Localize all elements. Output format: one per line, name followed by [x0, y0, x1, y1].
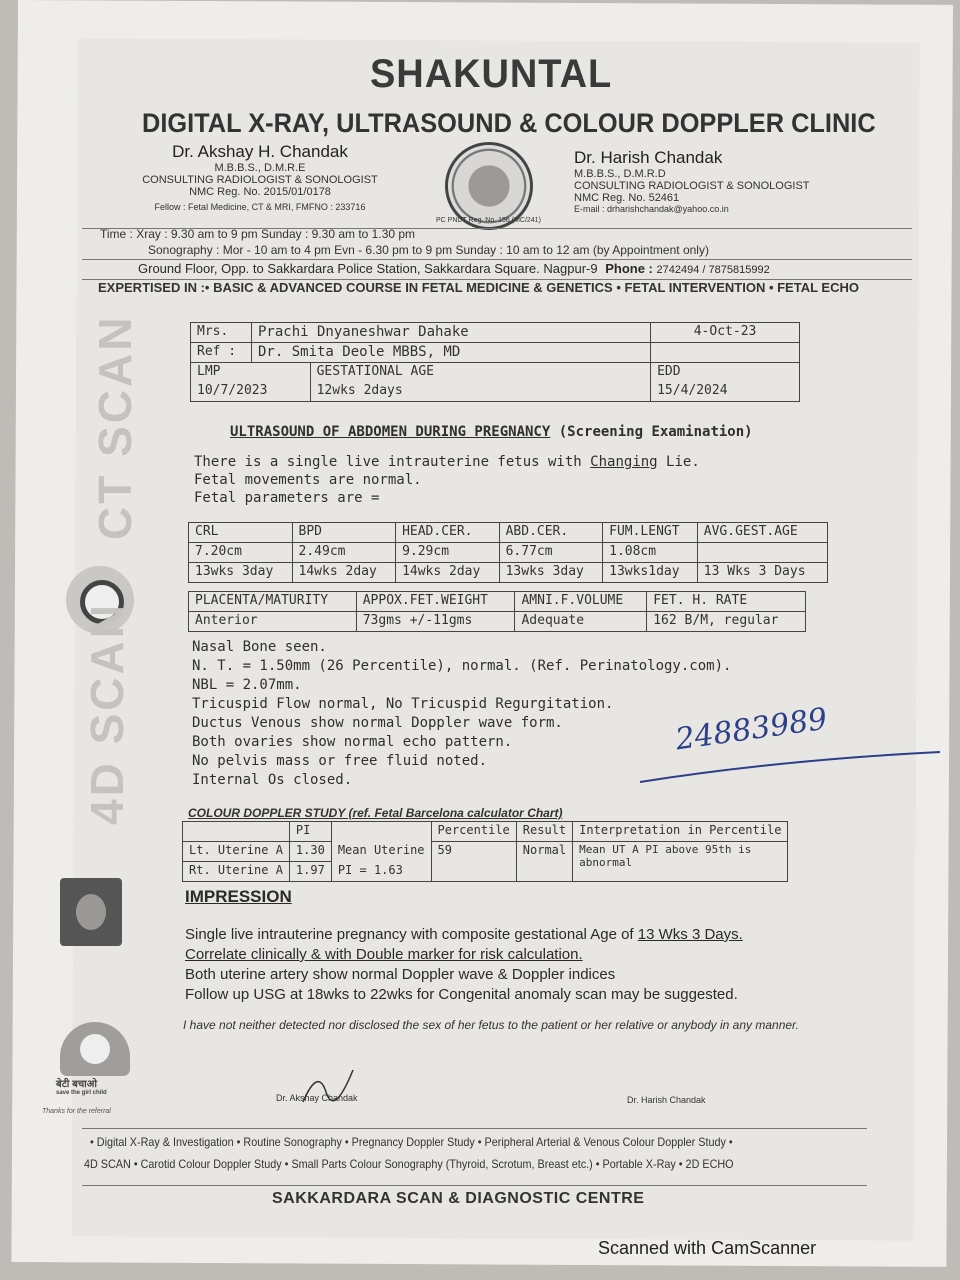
report-title-suffix: (Screening Examination) [558, 424, 753, 440]
signature-left: Dr. Akshay Chandak [276, 1093, 358, 1103]
biometry-headers-cell: HEAD.CER. [396, 523, 500, 543]
doctor-left-reg: NMC Reg. No. 2015/01/0178 [189, 186, 331, 198]
timing-divider [82, 259, 912, 260]
report-date: 4-Oct-23 [651, 323, 800, 343]
report-title-line [230, 424, 753, 440]
side-4d-baby-image [60, 878, 122, 946]
intro-line-2: Fetal movements are normal. [194, 472, 422, 488]
doppler-percentile-header: Percentile [431, 822, 516, 842]
doctor-right-name: Dr. Harish Chandak [574, 148, 723, 167]
finding-line: N. T. = 1.50mm (26 Percentile), normal. (Ref. Perinatology.com). [192, 658, 732, 674]
placenta-headers-cell: APPOX.FET.WEIGHT [356, 592, 515, 612]
doppler-interp: Mean UT A PI above 95th is abnormal [573, 842, 788, 882]
address: Ground Floor, Opp. to Sakkardara Police Station, Sakkardara Square. Nagpur-9 [138, 261, 598, 276]
biometry-values-cell: 7.20cm [189, 543, 293, 563]
signature-right: Dr. Harish Chandak [627, 1095, 706, 1105]
ga-label: GESTATIONAL AGE [310, 363, 650, 383]
placenta-values-cell: 162 B/M, regular [647, 612, 806, 632]
doctor-right-role: CONSULTING RADIOLOGIST & SONOLOGIST [574, 180, 810, 192]
lmp-value: 10/7/2023 [191, 382, 311, 402]
biometry-ages-cell: 13 Wks 3 Days [697, 563, 827, 583]
xray-timing: Time : Xray : 9.30 am to 9 pm Sunday : 9.30 am to 1.30 pm [100, 227, 416, 241]
intro-lie-type: Changing [590, 454, 658, 470]
disclaimer: I have not neither detected nor disclosed the sex of her fetus to the patient or her relative or anybody in any manner. [183, 1018, 799, 1032]
placenta-values-cell: 73gms +/-11gms [356, 612, 515, 632]
finding-line: Nasal Bone seen. [192, 639, 327, 655]
clinic-name: SHAKUNTAL [370, 52, 613, 96]
doctor-right-email: E-mail : drharishchandak@yahoo.co.in [574, 204, 729, 214]
biometry-headers-cell: BPD [292, 523, 396, 543]
biometry-headers-cell: AVG.GEST.AGE [697, 523, 827, 543]
biometry-headers-cell: CRL [189, 523, 293, 543]
placenta-headers-cell: PLACENTA/MATURITY [189, 592, 357, 612]
phone-number: 2742494 / 7875815992 [656, 264, 770, 276]
ref-empty-cell [651, 343, 800, 363]
biometry-ages-cell: 13wks 3day [499, 563, 603, 583]
impression-line-1-text: Single live intrauterine pregnancy with composite gestational Age of [185, 926, 634, 943]
address-line [138, 261, 770, 276]
impression-ga: 13 Wks 3 Days. [637, 926, 743, 943]
impression-heading: IMPRESSION [185, 887, 292, 906]
doppler-mean-pi: PI = 1.63 [331, 862, 431, 882]
placenta-values-cell: Adequate [515, 612, 647, 632]
handwritten-number: 24883989 [673, 701, 830, 758]
patient-name: Prachi Dnyaneshwar Dahake [252, 323, 651, 343]
doppler-interp-header: Interpretation in Percentile [573, 822, 788, 842]
placenta-headers-cell: AMNI.F.VOLUME [515, 592, 647, 612]
finding-line: Both ovaries show normal echo pattern. [192, 734, 513, 750]
doctor-left-block [120, 142, 400, 212]
doppler-row2-pi: 1.97 [289, 862, 331, 882]
doppler-mean-label: Mean Uterine [331, 842, 431, 862]
camscanner-watermark: Scanned with CamScanner [598, 1238, 817, 1258]
biometry-headers-cell: ABD.CER. [499, 523, 603, 543]
patient-prefix: Mrs. [191, 323, 252, 343]
doppler-blank-header [183, 822, 290, 842]
biometry-headers-cell: FUM.LENGT [603, 523, 698, 543]
biometry-values-cell: 1.08cm [603, 543, 698, 563]
ref-label: Ref : [191, 343, 252, 363]
edd-label: EDD [651, 363, 800, 383]
intro-line-3: Fetal parameters are = [194, 490, 380, 506]
finding-line: NBL = 2.07mm. [192, 677, 302, 693]
intro-text: There is a single live intrauterine fetus with [194, 454, 582, 470]
impression-line-1 [185, 926, 743, 943]
doctor-left-degree: M.B.B.S., D.M.R.E [214, 162, 306, 174]
side-4d-scan: 4D SCAN [81, 602, 133, 825]
handwritten-underline [630, 740, 950, 790]
doppler-result-header: Result [516, 822, 572, 842]
services-line-1: • Digital X-Ray & Investigation • Routine Sonography • Pregnancy Doppler Study • Peripheral Arterial & Venous Colour Doppler Study • [90, 1135, 733, 1149]
impression-line-3: Both uterine artery show normal Doppler wave & Doppler indices [185, 966, 616, 983]
centre-name: SAKKARDARA SCAN & DIAGNOSTIC CENTRE [272, 1190, 645, 1207]
ga-value: 12wks 2days [310, 382, 650, 402]
doppler-result: Normal [516, 842, 572, 882]
doctor-right-block [574, 148, 874, 214]
placenta-headers-cell: FET. H. RATE [647, 592, 806, 612]
finding-line: Internal Os closed. [192, 772, 353, 788]
biometry-ages-cell: 14wks 2day [292, 563, 396, 583]
doppler-mean-blank [331, 822, 431, 842]
placenta-values-cell: Anterior [189, 612, 357, 632]
placenta-table [188, 591, 806, 632]
doppler-row1-label: Lt. Uterine A [183, 842, 290, 862]
impression-line-4: Follow up USG at 18wks to 22wks for Congenital anomaly scan may be suggested. [185, 986, 738, 1003]
biometry-ages-cell: 14wks 2day [396, 563, 500, 583]
biometry-table [188, 522, 828, 583]
intro-line-1 [194, 454, 700, 470]
finding-line: No pelvis mass or free fluid noted. [192, 753, 488, 769]
save-girl-child-text: save the girl child [56, 1090, 107, 1096]
biometry-ages-cell: 13wks1day [603, 563, 698, 583]
doctor-right-reg: NMC Reg. No. 52461 [574, 192, 680, 204]
sonography-timing: Sonography : Mor - 10 am to 4 pm Evn - 6.30 pm to 9 pm Sunday : 10 am to 12 am (by Appointment only) [148, 243, 709, 257]
biometry-ages-cell: 13wks 3day [189, 563, 293, 583]
pcpndt-reg: PC PNDT Reg. No. 156 (MC/241) [436, 217, 541, 224]
doctor-left-fellow: Fellow : Fetal Medicine, CT & MRI, FMFNO : 233716 [154, 202, 366, 212]
doppler-row1-pi: 1.30 [289, 842, 331, 862]
services-line-2: 4D SCAN • Carotid Colour Doppler Study • Small Parts Colour Sonography (Thyroid, Scrotum, Breast etc.) • Portable X-Ray • 2D ECHO [84, 1157, 734, 1171]
finding-line: Ductus Venous show normal Doppler wave form. [192, 715, 563, 731]
doppler-title: COLOUR DOPPLER STUDY (ref. Fetal Barcelona calculator Chart) [188, 806, 563, 820]
clinic-subtitle: DIGITAL X-RAY, ULTRASOUND & COLOUR DOPPLER CLINIC [142, 108, 876, 138]
finding-line: Tricuspid Flow normal, No Tricuspid Regurgitation. [192, 696, 614, 712]
doppler-row2-label: Rt. Uterine A [183, 862, 290, 882]
biometry-values-cell: 6.77cm [499, 543, 603, 563]
side-ct-scan: CT SCAN [89, 314, 141, 540]
impression-line-2: Correlate clinically & with Double marker for risk calculation. [185, 946, 583, 963]
beti-bachao-text: बेटी बचाओ [56, 1079, 97, 1090]
biometry-values-cell: 9.29cm [396, 543, 500, 563]
intro-end: Lie. [666, 454, 700, 470]
patient-table [190, 322, 800, 402]
doppler-percentile: 59 [431, 842, 516, 882]
report-title: ULTRASOUND OF ABDOMEN DURING PREGNANCY [230, 424, 551, 440]
biometry-values-cell [697, 543, 827, 563]
doctor-right-degree: M.B.B.S., D.M.R.D [574, 168, 666, 180]
doppler-pi-header: PI [289, 822, 331, 842]
phone-label: Phone : [605, 261, 653, 276]
biometry-values-cell: 2.49cm [292, 543, 396, 563]
thanks-referral: Thanks for the referral [42, 1108, 111, 1115]
doppler-table [182, 821, 788, 882]
expertise-line: EXPERTISED IN :• BASIC & ADVANCED COURSE IN FETAL MEDICINE & GENETICS • FETAL INTERVENTION • FETAL ECHO [98, 280, 859, 295]
doctor-left-role: CONSULTING RADIOLOGIST & SONOLOGIST [142, 174, 378, 186]
doctor-left-name: Dr. Akshay H. Chandak [172, 142, 348, 161]
edd-value: 15/4/2024 [651, 382, 800, 402]
lmp-label: LMP [191, 363, 311, 383]
ref-doctor: Dr. Smita Deole MBBS, MD [252, 343, 651, 363]
